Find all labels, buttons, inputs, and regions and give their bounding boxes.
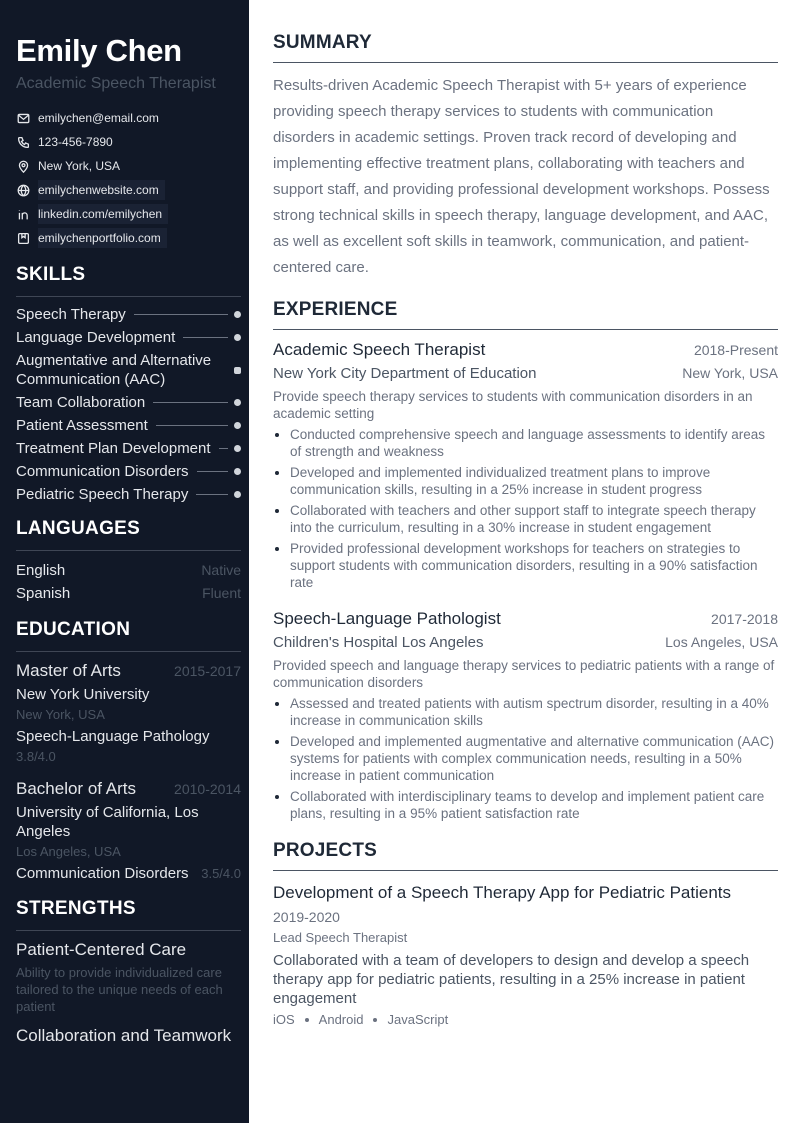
edu-field: Speech-Language Pathology [16, 728, 210, 745]
contact-portfolio-text: emilychenportfolio.com [38, 228, 167, 248]
strengths-section [16, 898, 241, 1047]
language-level: Native [201, 562, 241, 578]
job-item [273, 607, 778, 822]
edu-dates: 2010-2014 [174, 781, 241, 797]
job-dates: 2017-2018 [711, 611, 778, 627]
language-item [16, 559, 241, 582]
strength-title: Patient-Centered Care [16, 940, 187, 959]
contact-email-text: emilychen@email.com [38, 111, 159, 125]
location-icon [16, 159, 30, 173]
edu-school: University of California, Los Angeles [16, 804, 199, 840]
edu-location: Los Angeles, USA [16, 844, 121, 859]
job-desc: Provide speech therapy services to students with communication disorders in an academic setting [273, 389, 753, 421]
contact-linkedin[interactable] [16, 202, 241, 226]
contact-website[interactable] [16, 178, 241, 202]
skill-label: Treatment Plan Development [16, 440, 211, 457]
experience-heading: EXPERIENCE [273, 299, 778, 330]
skill-line [134, 314, 228, 315]
skill-level-dot [234, 367, 241, 374]
tag-separator [373, 1018, 377, 1022]
languages-section [16, 518, 241, 605]
summary-section [273, 32, 778, 281]
education-list [16, 660, 241, 884]
job-bullet: Assessed and treated patients with autism spectrum disorder, resulting in a 40% increase in communication skills [273, 695, 778, 729]
main-content [273, 32, 778, 1027]
skill-item [16, 439, 241, 458]
job-location: Los Angeles, USA [665, 634, 778, 650]
job-bullets [273, 426, 778, 591]
edu-degree: Bachelor of Arts [16, 779, 137, 798]
skill-item [16, 351, 241, 389]
skill-level-dot [234, 445, 241, 452]
skill-label: Patient Assessment [16, 417, 148, 434]
skill-label: Augmentative and Alternative Communication (AAC) [16, 352, 212, 388]
job-bullet: Provided professional development workshops for teachers on strategies to support students with communication disorders, resulting in a 90% satisfaction rate [273, 540, 778, 591]
skill-level-dot [234, 334, 241, 341]
job-title: Speech-Language Pathologist [273, 609, 501, 628]
linkedin-icon [16, 207, 30, 221]
job-org: New York City Department of Education [273, 365, 537, 382]
summary-heading: SUMMARY [273, 32, 778, 63]
skill-level-dot [234, 468, 241, 475]
edu-dates: 2015-2017 [174, 663, 241, 679]
education-heading: EDUCATION [16, 619, 241, 652]
project-tags [273, 1012, 778, 1027]
contact-list [16, 106, 241, 250]
skill-line [183, 337, 228, 338]
edu-location: New York, USA [16, 707, 105, 722]
phone-icon [16, 135, 30, 149]
contact-portfolio[interactable] [16, 226, 241, 250]
strengths-list [16, 939, 241, 1047]
mail-icon [16, 111, 30, 125]
job-desc: Provided speech and language therapy services to pediatric patients with a range of communication disorders [273, 658, 775, 690]
skill-item [16, 485, 241, 504]
contact-location-text: New York, USA [38, 159, 121, 173]
contact-location [16, 154, 241, 178]
language-name: English [16, 562, 66, 579]
skills-section [16, 264, 241, 504]
education-item [16, 660, 241, 764]
job-bullet: Developed and implemented individualized treatment plans to improve communication skills, resulting in a 25% increase in student progress [273, 464, 778, 498]
skill-line [156, 425, 228, 426]
education-item [16, 778, 241, 884]
language-level: Fluent [202, 585, 241, 601]
edu-gpa: 3.8/4.0 [16, 749, 56, 764]
projects-heading: PROJECTS [273, 840, 778, 871]
skill-label: Pediatric Speech Therapy [16, 486, 189, 503]
project-item [273, 881, 778, 1027]
edu-degree: Master of Arts [16, 661, 121, 680]
education-section [16, 619, 241, 884]
contact-linkedin-text: linkedin.com/emilychen [38, 204, 168, 224]
skill-label: Team Collaboration [16, 394, 146, 411]
skill-line [219, 448, 228, 449]
project-tag: Android [318, 1012, 364, 1027]
skill-item [16, 416, 241, 435]
skill-line [153, 402, 228, 403]
contact-phone[interactable] [16, 130, 241, 154]
experience-section [273, 299, 778, 822]
skill-level-dot [234, 311, 241, 318]
portfolio-icon [16, 231, 30, 245]
strengths-heading: STRENGTHS [16, 898, 241, 931]
skill-label: Communication Disorders [16, 463, 189, 480]
strength-title: Collaboration and Teamwork [16, 1026, 232, 1045]
project-desc: Collaborated with a team of developers to design and develop a speech therapy app for pediatric patients, resulting in a 25% increase in patient engagement [273, 952, 750, 1007]
project-tag: iOS [273, 1012, 295, 1027]
candidate-role: Academic Speech Therapist [16, 75, 216, 92]
skill-item [16, 393, 241, 412]
language-item [16, 582, 241, 605]
skill-label: Language Development [16, 329, 176, 346]
skill-level-dot [234, 399, 241, 406]
skills-list [16, 305, 241, 504]
job-org: Children's Hospital Los Angeles [273, 634, 484, 651]
project-title: Development of a Speech Therapy App for Pediatric Patients [273, 883, 732, 902]
project-role: Lead Speech Therapist [273, 930, 408, 945]
languages-list [16, 559, 241, 605]
globe-icon [16, 183, 30, 197]
skill-line [196, 494, 228, 495]
edu-field: Communication Disorders [16, 865, 189, 882]
edu-school: New York University [16, 686, 150, 703]
languages-heading: LANGUAGES [16, 518, 241, 551]
skill-item [16, 328, 241, 347]
job-bullet: Collaborated with teachers and other support staff to integrate speech therapy into the curriculum, resulting in a 30% increase in student engagement [273, 502, 778, 536]
edu-gpa: 3.5/4.0 [201, 866, 241, 881]
language-name: Spanish [16, 585, 71, 602]
projects-section [273, 840, 778, 1027]
skill-item [16, 462, 241, 481]
contact-email[interactable] [16, 106, 241, 130]
summary-text: Results-driven Academic Speech Therapist with 5+ years of experience providing speech therapy services to students with communication disorders in academic settings. Proven track record of developing and implementing effective treatment plans, collaborating with teachers and support staff, and providing professional development workshops. Possess strong technical skills in speech therapy, language development, and AAC, as well as excellent soft skills in teamwork, communication, and patient-centered care. [273, 77, 770, 276]
tag-separator [305, 1018, 309, 1022]
project-dates: 2019-2020 [273, 909, 340, 925]
contact-website-text: emilychenwebsite.com [38, 180, 165, 200]
skill-level-dot [234, 422, 241, 429]
candidate-name: Emily Chen [16, 33, 182, 68]
sidebar [0, 0, 249, 1123]
job-bullet: Developed and implemented augmentative and alternative communication (AAC) systems for patients with complex communication needs, resulting in a 50% increase in patient communication [273, 733, 778, 784]
skill-level-dot [234, 491, 241, 498]
job-item [273, 338, 778, 591]
job-bullets [273, 695, 778, 822]
skill-line [197, 471, 228, 472]
strength-desc: Ability to provide individualized care tailored to the unique needs of each patient [16, 965, 223, 1014]
skill-label: Speech Therapy [16, 306, 126, 323]
job-bullet: Collaborated with interdisciplinary teams to develop and implement patient care plans, resulting in a 95% patient satisfaction rate [273, 788, 778, 822]
job-title: Academic Speech Therapist [273, 340, 486, 359]
skill-item [16, 305, 241, 324]
skills-heading: SKILLS [16, 264, 241, 297]
job-dates: 2018-Present [693, 342, 778, 358]
job-location: New York, USA [682, 365, 778, 381]
contact-phone-text: 123-456-7890 [38, 135, 113, 149]
job-bullet: Conducted comprehensive speech and language assessments to identify areas of strength and weakness [273, 426, 778, 460]
project-tag: JavaScript [387, 1012, 449, 1027]
